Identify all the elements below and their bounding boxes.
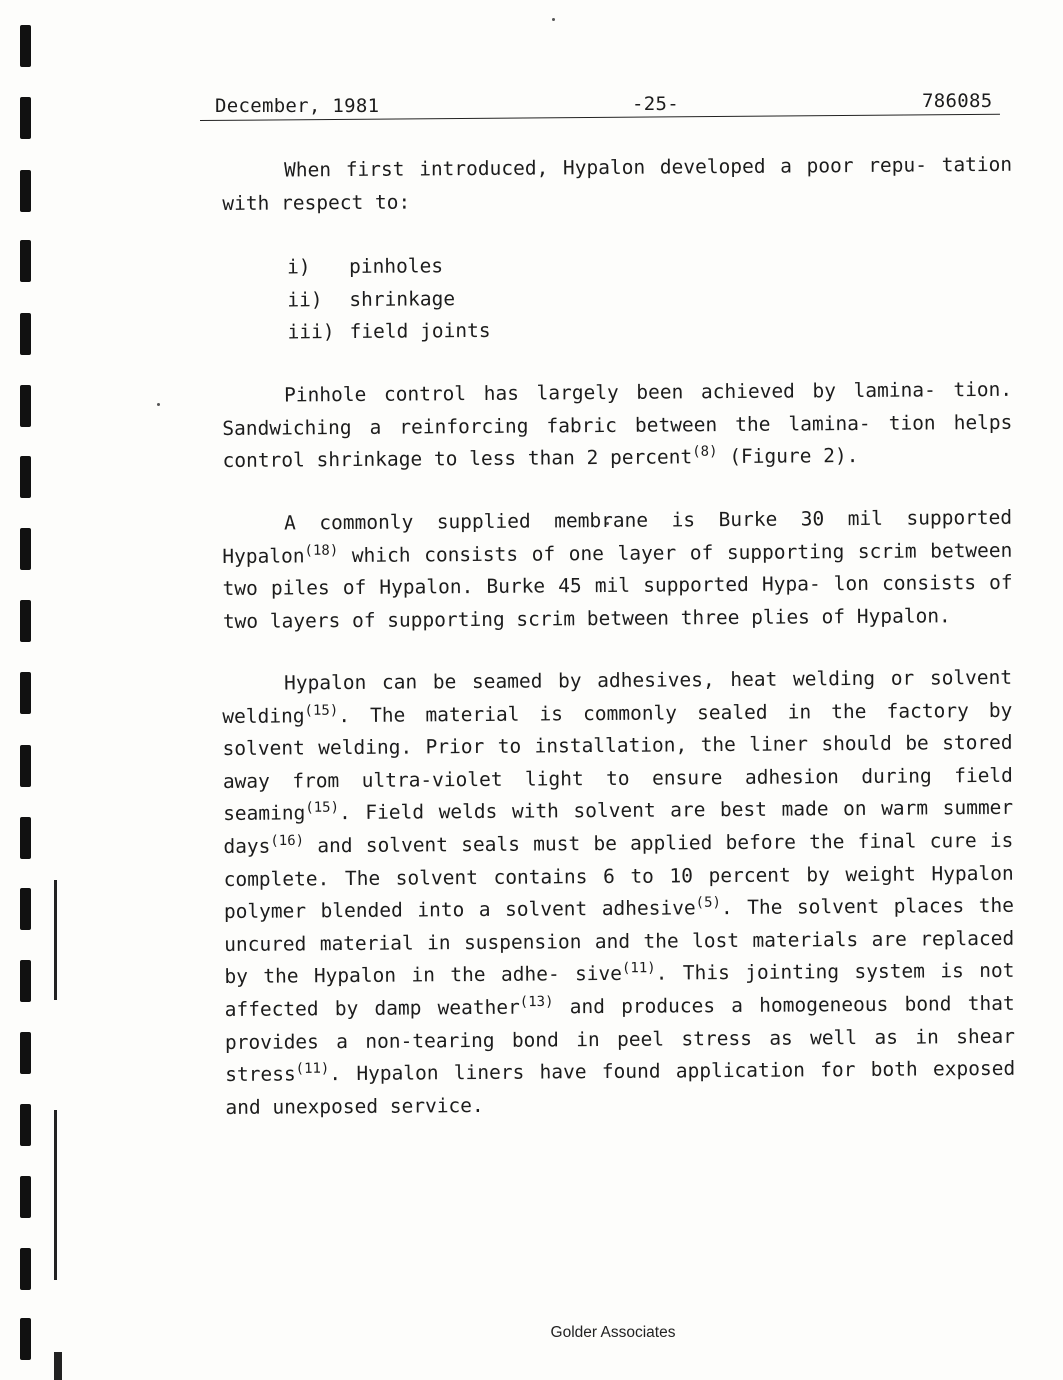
binding-mark: [20, 385, 31, 427]
citation-ref: (11): [295, 1060, 330, 1078]
binding-mark: [20, 1248, 31, 1290]
binding-mark: [20, 528, 31, 570]
scan-speck: [552, 18, 555, 21]
binding-mark: [20, 672, 31, 714]
citation-ref: (5): [695, 894, 722, 912]
footer-company: Golder Associates: [550, 1324, 676, 1341]
paragraph-text: . The material is commonly sealed in the factory by solvent welding. Prior to installation, the liner should be stored away from ultra-violet light to ensure adhesion during field seaming: [222, 698, 1013, 826]
list-item-text: shrinkage: [349, 286, 456, 311]
list-marker: iii): [287, 320, 335, 344]
paragraph-text: Hypalon can be seamed by adhesives, heat welding or solvent welding: [222, 665, 1013, 728]
binding-mark: [20, 456, 31, 498]
binding-mark: [20, 97, 31, 139]
paragraph-text: and solvent seals must be applied before the final cure is complete. The solvent contains 6 to 10 percent by weight Hypalon polymer blended into a solvent adhesive: [223, 828, 1014, 924]
binding-mark: [20, 817, 31, 859]
issues-list: [222, 246, 1013, 350]
binding-mark: [20, 240, 31, 282]
pinhole-paragraph: [222, 374, 1013, 478]
list-item: [288, 311, 1013, 349]
citation-ref: (13): [519, 993, 554, 1011]
paragraph-text: . This jointing system is not affected by damp weather: [224, 959, 1015, 1022]
binding-edge-line: [54, 1110, 57, 1280]
binding-mark: [20, 888, 31, 930]
paragraph-text: . Hypalon liners have found application for both exposed and unexposed service.: [225, 1057, 1016, 1119]
binding-mark: [20, 25, 31, 67]
intro-paragraph: When first introduced, Hypalon developed a poor repu- tation with respect to:: [222, 152, 1013, 215]
citation-ref: (18): [304, 541, 339, 559]
paragraph-text: . Field welds with solvent are best made on warm summer days: [223, 796, 1014, 859]
binding-mark: [20, 600, 31, 642]
header-date: December, 1981: [215, 95, 380, 117]
body-text: [222, 152, 1016, 1124]
page-header: [200, 92, 1000, 126]
list-marker: ii): [287, 287, 323, 312]
binding-edge-line: [54, 880, 57, 1000]
binding-mark: [20, 313, 31, 355]
citation-ref: (16): [270, 832, 305, 850]
paragraph-text: which consists of one layer of supporting scrim between two piles of Hypalon. Burke 45 mil supported Hypa- lon consists of two layers of supporting scrim between three plies of Hypalon.: [222, 538, 1013, 633]
paragraph-text: A commonly supplied membrane is Burke 30 mil supported Hypalon: [222, 505, 1013, 568]
paragraph-text: Pinhole control has largely been achieved by lamina- tion. Sandwiching a reinforcing fabric between the lamina- tion helps control shrinkage to less than 2 percent: [222, 377, 1013, 473]
list-marker: i): [287, 255, 311, 279]
paragraph-text: and produces a homogeneous bond that provides a non-tearing bond in peel stress as well as in shear stress: [224, 991, 1016, 1087]
binding-mark: [20, 1176, 31, 1218]
binding-mark: [20, 1032, 31, 1074]
header-document-number: 786085: [922, 90, 993, 112]
citation-ref: (8): [692, 443, 718, 460]
binding-mark: [20, 960, 31, 1002]
citation-ref: (15): [304, 702, 339, 719]
binding-mark: [20, 170, 31, 212]
header-page-number: -25-: [632, 93, 679, 115]
scan-speck: [157, 403, 160, 406]
membrane-paragraph: [222, 502, 1013, 639]
binding-mark: [20, 745, 31, 787]
citation-ref: (11): [621, 960, 656, 977]
paragraph-text: . The solvent places the uncured material in suspension and the lost materials are replaced by the Hypalon in the adhe- sive: [224, 894, 1015, 989]
binding-mark: [20, 1104, 31, 1146]
paragraph-text: (Figure 2).: [717, 444, 859, 469]
binding-edge-line: [54, 1352, 62, 1380]
seaming-paragraph: [222, 662, 1016, 1125]
list-item-text: field joints: [349, 319, 491, 344]
list-item-text: pinholes: [349, 254, 444, 279]
citation-ref: (15): [305, 800, 340, 817]
